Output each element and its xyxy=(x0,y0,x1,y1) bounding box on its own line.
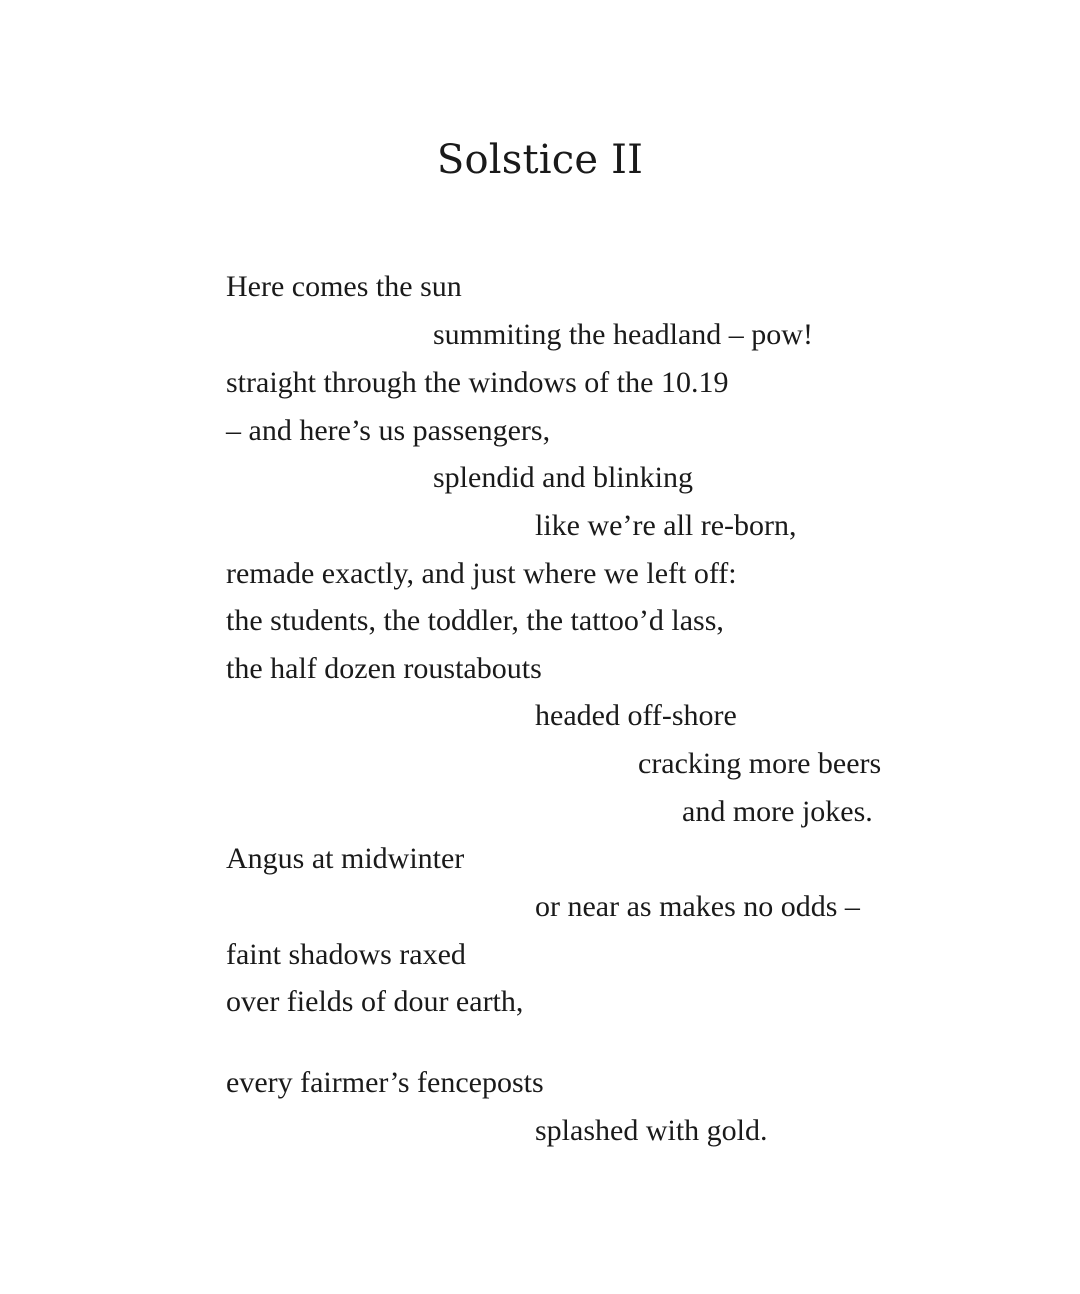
poem-line: straight through the windows of the 10.19 xyxy=(226,366,729,399)
poem-line: the students, the toddler, the tattoo’d lass, xyxy=(226,604,724,637)
poem-line: over fields of dour earth, xyxy=(226,985,524,1018)
poem-line: – and here’s us passengers, xyxy=(226,414,551,447)
poem-line: the half dozen roustabouts xyxy=(226,652,542,685)
poem-line: splendid and blinking xyxy=(433,461,693,494)
poem-line: cracking more beers xyxy=(638,747,882,780)
poem-line: and more jokes. xyxy=(682,795,873,828)
poem-line: Angus at midwinter xyxy=(226,842,465,875)
poem-line: like we’re all re-born, xyxy=(535,509,797,542)
poem-title: Solstice II xyxy=(436,137,644,183)
poem-line: or near as makes no odds – xyxy=(535,890,860,923)
poem-line: faint shadows raxed xyxy=(226,938,466,971)
poem-line: summiting the headland – pow! xyxy=(433,318,813,351)
poem-line: splashed with gold. xyxy=(535,1114,768,1147)
poem-line: headed off-shore xyxy=(535,699,737,732)
poem-line: Here comes the sun xyxy=(226,270,462,303)
poem-line: remade exactly, and just where we left off: xyxy=(226,557,737,590)
poem-line: every fairmer’s fenceposts xyxy=(226,1066,544,1099)
